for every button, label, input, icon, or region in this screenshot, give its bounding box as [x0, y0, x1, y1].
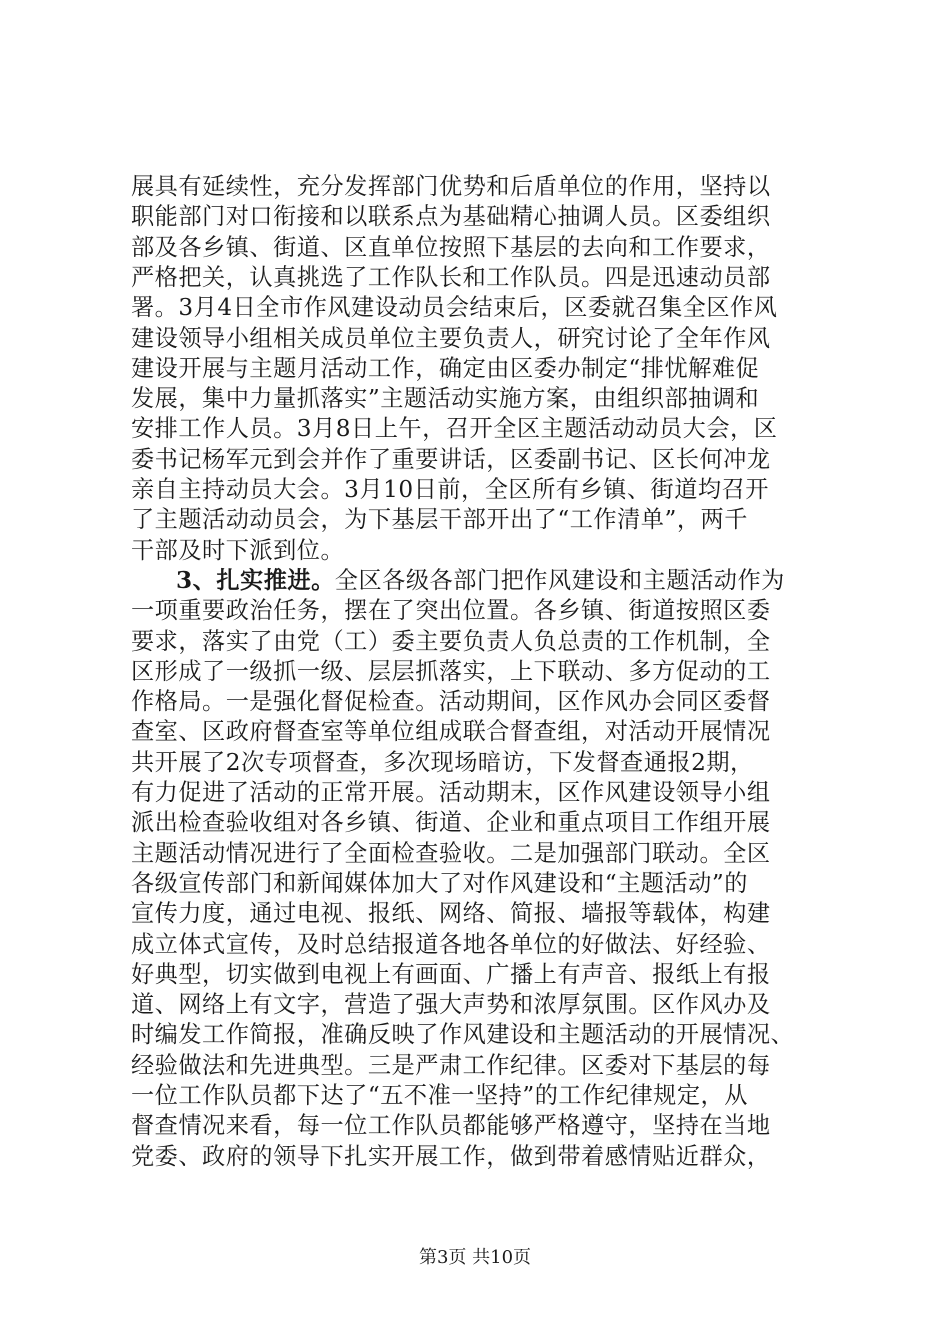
body-line: 主题活动情况进行了全面检查验收。二是加强部门联动。全区 [131, 839, 771, 867]
body-line: 党委、政府的领导下扎实开展工作，做到带着感情贴近群众， [131, 1142, 771, 1170]
body-line: 要求，落实了由党（工）委主要负责人负总责的工作机制，全 [131, 627, 771, 655]
body-line: 时编发工作简报，准确反映了作风建设和主题活动的开展情况、 [131, 1021, 795, 1049]
body-line: 区形成了一级抓一级、层层抓落实，上下联动、多方促动的工 [131, 657, 771, 685]
body-line: 有力促进了活动的正常开展。活动期末，区作风建设领导小组 [131, 779, 771, 806]
body-line: 严格把关，认真挑选了工作队长和工作队员。四是迅速动员部 [131, 263, 771, 291]
page-footer: 第3页 共10页 [418, 1247, 532, 1268]
body-line: 干部及时下派到位。 [131, 536, 345, 564]
body-line: 成立体式宣传，及时总结报道各地各单位的好做法、好经验、 [131, 930, 771, 958]
body-line: 展具有延续性，充分发挥部门优势和后盾单位的作用，坚持以 [131, 173, 771, 200]
section-heading: 3、扎实推进。 [176, 566, 335, 594]
body-line: 道、网络上有文字，营造了强大声势和浓厚氛围。区作风办及 [131, 991, 771, 1019]
body-line: 一项重要政治任务，摆在了突出位置。各乡镇、街道按照区委 [131, 597, 771, 625]
body-line: 发展，集中力量抓落实”主题活动实施方案，由组织部抽调和 [131, 385, 760, 413]
body-line: 了主题活动动员会，为下基层干部开出了“工作清单”，两千 [131, 506, 748, 534]
body-line: 共开展了2次专项督查，多次现场暗访，下发督查通报2期， [131, 748, 754, 776]
body-line: 经验做法和先进典型。三是严肃工作纪律。区委对下基层的每 [131, 1051, 771, 1079]
body-line: 建设领导小组相关成员单位主要负责人，研究讨论了全年作风 [131, 324, 771, 352]
section-paragraph-first-line [176, 566, 785, 596]
body-line: 部及各乡镇、街道、区直单位按照下基层的去向和工作要求， [131, 233, 771, 261]
body-line: 亲自主持动员大会。3月10日前，全区所有乡镇、街道均召开 [131, 476, 769, 503]
body-line: 派出检查验收组对各乡镇、街道、企业和重点项目工作组开展 [131, 809, 771, 837]
body-line: 署。3月4日全市作风建设动员会结束后，区委就召集全区作风 [131, 294, 778, 322]
body-line: 好典型，切实做到电视上有画面、广播上有声音、报纸上有报 [131, 960, 771, 988]
body-line: 各级宣传部门和新闻媒体加大了对作风建设和“主题活动”的 [131, 869, 748, 897]
body-text: 全区各级各部门把作风建设和主题活动作为 [334, 566, 785, 594]
body-line: 委书记杨军元到会并作了重要讲话，区委副书记、区长何冲龙 [131, 445, 771, 473]
body-line: 职能部门对口衔接和以联系点为基础精心抽调人员。区委组织 [131, 203, 771, 231]
body-line: 查室、区政府督查室等单位组成联合督查组，对活动开展情况 [131, 718, 771, 746]
body-line: 建设开展与主题月活动工作，确定由区委办制定“排忧解难促 [131, 354, 760, 382]
body-line: 一位工作队员都下达了“五不准一坚持”的工作纪律规定，从 [131, 1082, 748, 1109]
body-line: 宣传力度，通过电视、报纸、网络、简报、墙报等载体，构建 [131, 900, 771, 928]
body-line: 安排工作人员。3月8日上午，召开全区主题活动动员大会，区 [131, 415, 778, 443]
body-line: 作格局。一是强化督促检查。活动期间，区作风办会同区委督 [131, 688, 771, 716]
body-line: 督查情况来看，每一位工作队员都能够严格遵守，坚持在当地 [131, 1112, 771, 1140]
